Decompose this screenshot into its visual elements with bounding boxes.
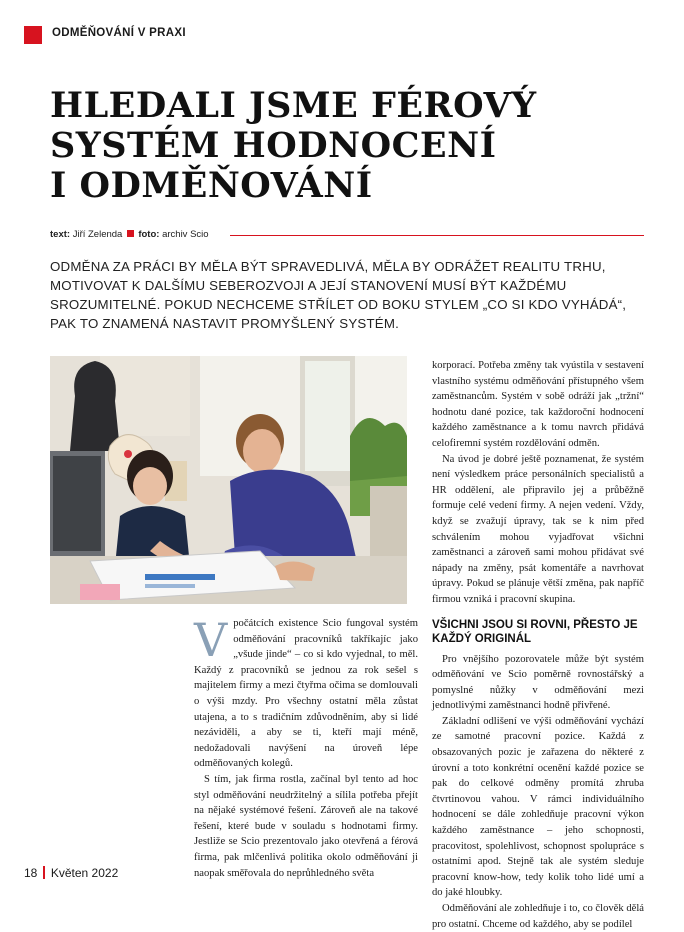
article-column-2 — [432, 358, 644, 932]
credit-photo-label: foto: — [138, 229, 160, 240]
article-photo — [50, 356, 407, 604]
paragraph-3: korporací. Potřeba změny tak vyústila v sestavení vlastního systému odměňování přístupného všem zaměstnancům. Systém v sobě odráží jak „tržní“ hodnotu dané pozice, tak každoroční hodnocení každého zaměstnance a k tomu navrch přidává celofiremní systém rozdělování odměn. — [432, 360, 644, 449]
credit-divider — [230, 235, 644, 236]
section-subheading: VŠICHNI JSOU SI ROVNI, PŘESTO JE KAŽDÝ ORIGINÁL — [432, 618, 638, 645]
paragraph-4: Na úvod je dobré ještě poznamenat, že systém není výsledkem práce personálních specialistů a HR oddělení, ale připravilo jej a průběžně formuje celé vedení firmy. A nejen vedení. Vždy, když se zvažují úpravy, tak se k nim před schválením mohou vyjadřovat všichni zaměstnanci a zároveň sami mohou přidávat své nápady na změny, psát komentáře a navrhovat úpravy. Pokud se plánuje větší změna, pak napříč firmou vzniká i pracovní skupina. — [432, 453, 644, 605]
paragraph-7: Odměňování ale zohledňuje i to, co člověk dělá pro ostatní. Chceme od každého, aby se podílel — [432, 903, 644, 930]
article-headline — [50, 86, 650, 206]
issue-date: Květen 2022 — [50, 866, 119, 880]
photo-illustration — [50, 356, 407, 604]
credit-photo-source: archiv Scio — [162, 229, 209, 240]
article-lead: ODMĚNA ZA PRÁCI BY MĚLA BÝT SPRAVEDLIVÁ, MĚLA BY ODRÁŽET REALITU TRHU, MOTIVOVAT K DALŠÍMU SEBEROZVOJI A JEJÍ STANOVENÍ MUSÍ BÝT KAŽDÉMU SROZUMITELNÉ. POKUD NECHCEME STŘÍLET OD BOKU STYLEM „CO SI KDO VYHÁDÁ“, PAK TO ZNAMENÁ NASTAVIT PROMYŠLENÝ SYSTÉM. — [50, 259, 627, 331]
credit-author: Jiří Zelenda — [72, 229, 123, 240]
article-column-1 — [194, 613, 418, 881]
headline-line-1: HLEDALI JSME FÉROVÝ — [50, 85, 537, 126]
section-marker — [24, 26, 42, 44]
headline-line-2: SYSTÉM HODNOCENÍ — [50, 125, 497, 166]
paragraph-5: Pro vnějšího pozorovatele může být systém odměňování ve Scio poměrně rovnostářský a pomyslné nůžky v odměňování mezi jednotlivými zaměstnanci hodně přivřené. — [432, 653, 644, 712]
credit-text-label: text: — [50, 229, 71, 240]
paragraph-2: S tím, jak firma rostla, začínal byl tento ad hoc styl odměňování neudržitelný a sílila potřeba přejít na nějaké systémové řešení. Zároveň ale na takové řešení, které bude v souladu s hodnotami firmy. Jestliže se Scio prezentovalo jako otevřená a férová firma, pak mlčenlivá politika okolo odměňování ji naopak směřovala do neprůhledného světa — [194, 773, 418, 879]
page-number: 18 — [24, 866, 38, 880]
section-label: ODMĚŇOVÁNÍ V PRAXI — [52, 27, 186, 39]
footer-divider — [43, 866, 45, 879]
headline-line-3: I ODMĚŇOVÁNÍ — [50, 165, 373, 206]
credit-separator — [127, 230, 134, 237]
paragraph-1: počátcích existence Scio fungoval systém odměňování pracovníků takříkajíc jako „všude jinde“ – co si kdo vyjednal, to měl. Každý z pracovníků se jednou za rok sešel s majitelem firmy a mezi čtyřma očima se domlouvali o výši mzdy. Pro všechny ostatní měla zůstat utajena, a to s tradičním zdůvodněním, aby si lidé nezáviděli, a aby se ti, kteří mají méně, nedožadovali navýšení na úroveň lépe odměňovaných kolegů. — [194, 618, 418, 770]
paragraph-6: Základní odlišení ve výši odměňování vychází ze samotné pracovní pozice. Každá z obsazovaných pozic je zařazena do některé z úrovní a toto konkrétní ocenění každé pozice se pak do celkové odměny promítá zhruba čtvrtinovou vahou. V rámci individuálního hodnocení se dále zohledňuje pracovní výkon každého zaměstnance – jeho schopnosti, pracovitost, spolehlivost, schopnost spolupráce s ostatními apod. Stejně tak ale systém sleduje pracovní know-how, tedy kolik toho lidé umí a do jaké hloubky. — [432, 715, 644, 899]
drop-cap: V — [194, 613, 228, 667]
page-footer — [24, 866, 118, 880]
article-credits — [50, 229, 209, 240]
